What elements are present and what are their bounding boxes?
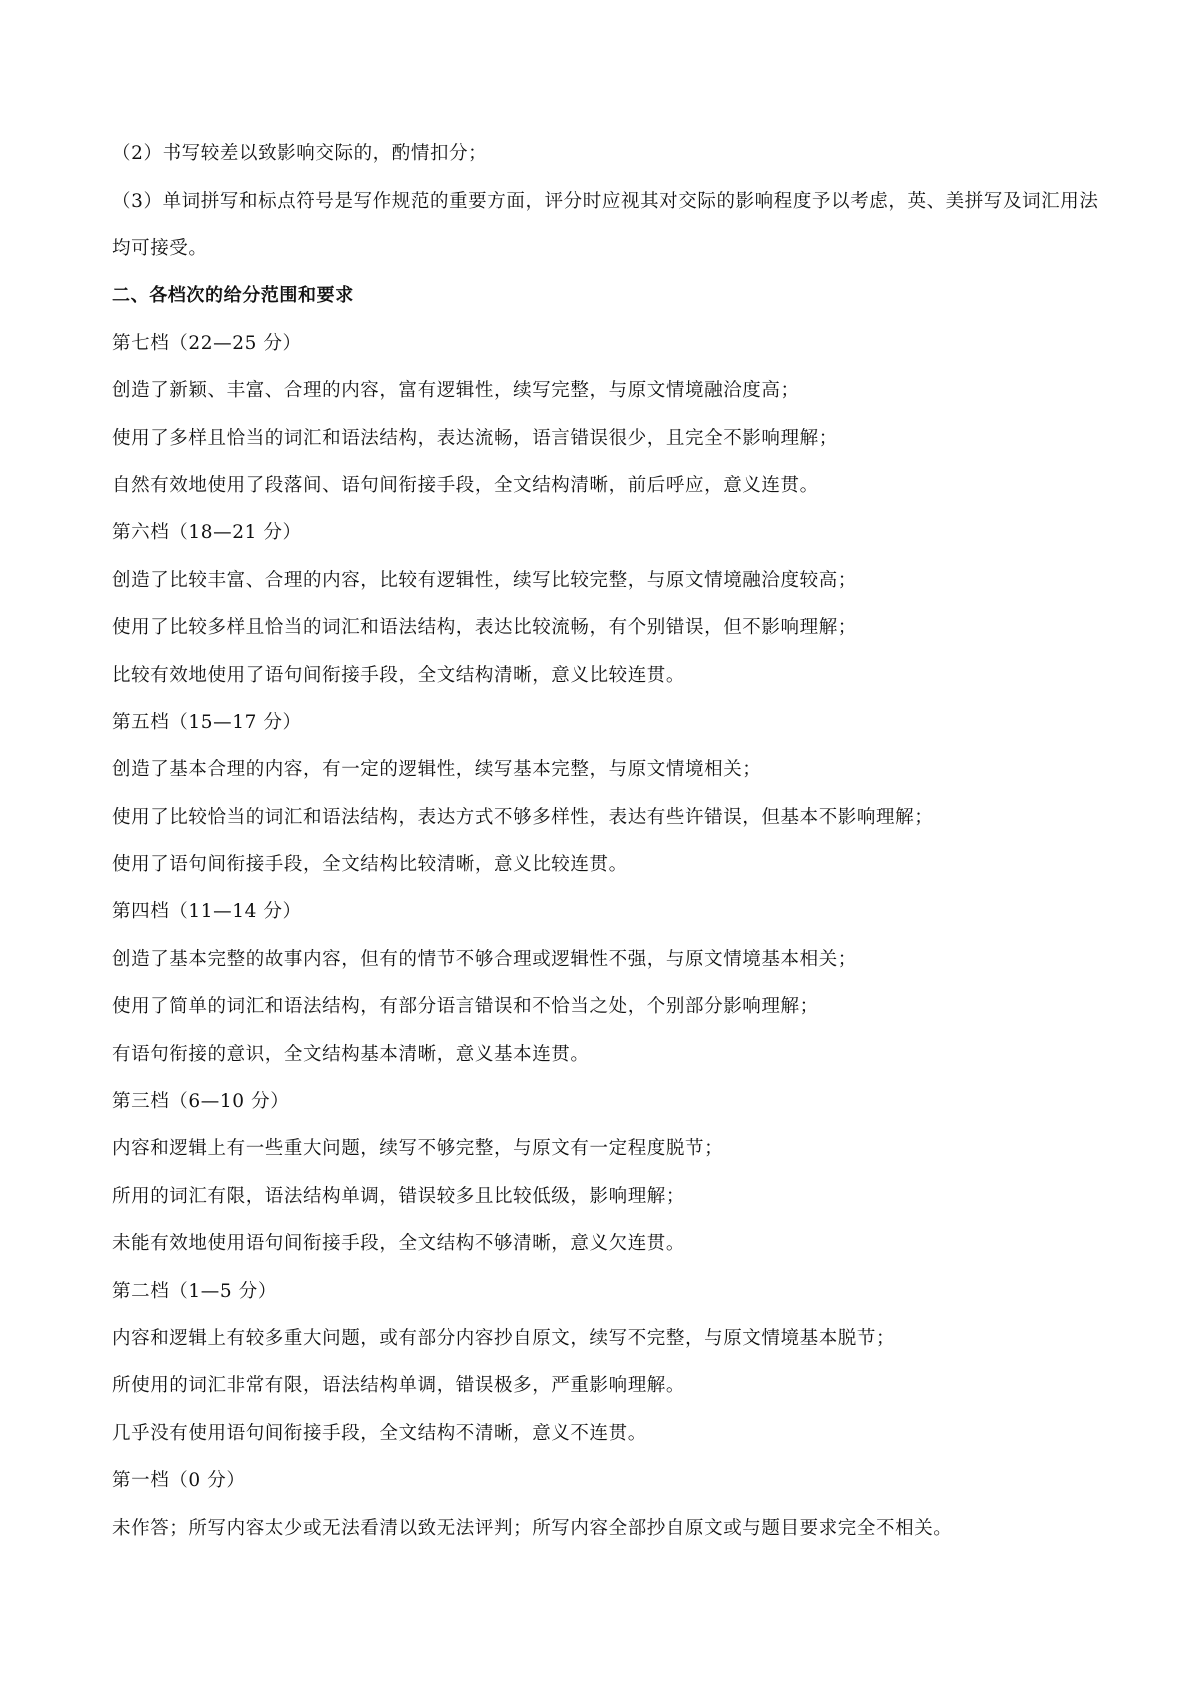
grade-2-criterion: 几乎没有使用语句间衔接手段，全文结构不清晰，意义不连贯。 <box>112 1422 647 1444</box>
grade-6-criterion: 使用了比较多样且恰当的词汇和语法结构，表达比较流畅，有个别错误，但不影响理解； <box>112 617 857 639</box>
grade-7-criterion: 使用了多样且恰当的词汇和语法结构，表达流畅，语言错误很少，且完全不影响理解； <box>112 427 838 449</box>
grade-5-criterion: 使用了比较恰当的词汇和语法结构，表达方式不够多样性，表达有些许错误，但基本不影响理解； <box>112 806 934 828</box>
grade-7-criterion: 自然有效地使用了段落间、语句间衔接手段，全文结构清晰，前后呼应，意义连贯。 <box>112 474 819 496</box>
grade-3-criterion: 内容和逻辑上有一些重大问题，续写不够完整，与原文有一定程度脱节； <box>112 1138 724 1160</box>
grade-5-heading: 第五档（15—17 分） <box>112 711 302 733</box>
rule-item-3: （3）单词拼写和标点符号是写作规范的重要方面，评分时应视其对交际的影响程度予以考虑，英、美拼写及词汇用法均可接受。 <box>112 191 1099 260</box>
section-heading: 二、各档次的给分范围和要求 <box>112 285 354 307</box>
grade-6-heading: 第六档（18—21 分） <box>112 522 302 544</box>
grade-7-criterion: 创造了新颖、丰富、合理的内容，富有逻辑性，续写完整，与原文情境融洽度高； <box>112 380 800 402</box>
grade-2-criterion: 所使用的词汇非常有限，语法结构单调，错误极多，严重影响理解。 <box>112 1375 686 1397</box>
grade-4-criterion: 有语句衔接的意识，全文结构基本清晰，意义基本连贯。 <box>112 1043 590 1065</box>
grade-1-heading: 第一档（0 分） <box>112 1470 246 1492</box>
grade-2-criterion: 内容和逻辑上有较多重大问题，或有部分内容抄自原文，续写不完整，与原文情境基本脱节； <box>112 1327 896 1349</box>
grade-4-criterion: 使用了简单的词汇和语法结构，有部分语言错误和不恰当之处，个别部分影响理解； <box>112 996 819 1018</box>
grade-7-heading: 第七档（22—25 分） <box>112 332 302 354</box>
grade-4-heading: 第四档（11—14 分） <box>112 901 302 923</box>
grade-3-heading: 第三档（6—10 分） <box>112 1091 290 1113</box>
grade-3-criterion: 所用的词汇有限，语法结构单调，错误较多且比较低级，影响理解； <box>112 1185 686 1207</box>
rule-item-2: （2）书写较差以致影响交际的，酌情扣分； <box>112 143 488 164</box>
grade-6-criterion: 比较有效地使用了语句间衔接手段，全文结构清晰，意义比较连贯。 <box>112 664 686 686</box>
grade-3-criterion: 未能有效地使用语句间衔接手段，全文结构不够清晰，意义欠连贯。 <box>112 1233 686 1255</box>
grade-5-criterion: 创造了基本合理的内容，有一定的逻辑性，续写基本完整，与原文情境相关； <box>112 759 762 781</box>
grade-4-criterion: 创造了基本完整的故事内容，但有的情节不够合理或逻辑性不强，与原文情境基本相关； <box>112 948 857 970</box>
document-body <box>112 140 1102 1562</box>
grade-6-criterion: 创造了比较丰富、合理的内容，比较有逻辑性，续写比较完整，与原文情境融洽度较高； <box>112 569 857 591</box>
grade-1-criterion: 未作答；所写内容太少或无法看清以致无法评判；所写内容全部抄自原文或与题目要求完全不相关。 <box>112 1517 953 1539</box>
grade-5-criterion: 使用了语句间衔接手段，全文结构比较清晰，意义比较连贯。 <box>112 854 628 876</box>
grade-2-heading: 第二档（1—5 分） <box>112 1280 277 1302</box>
